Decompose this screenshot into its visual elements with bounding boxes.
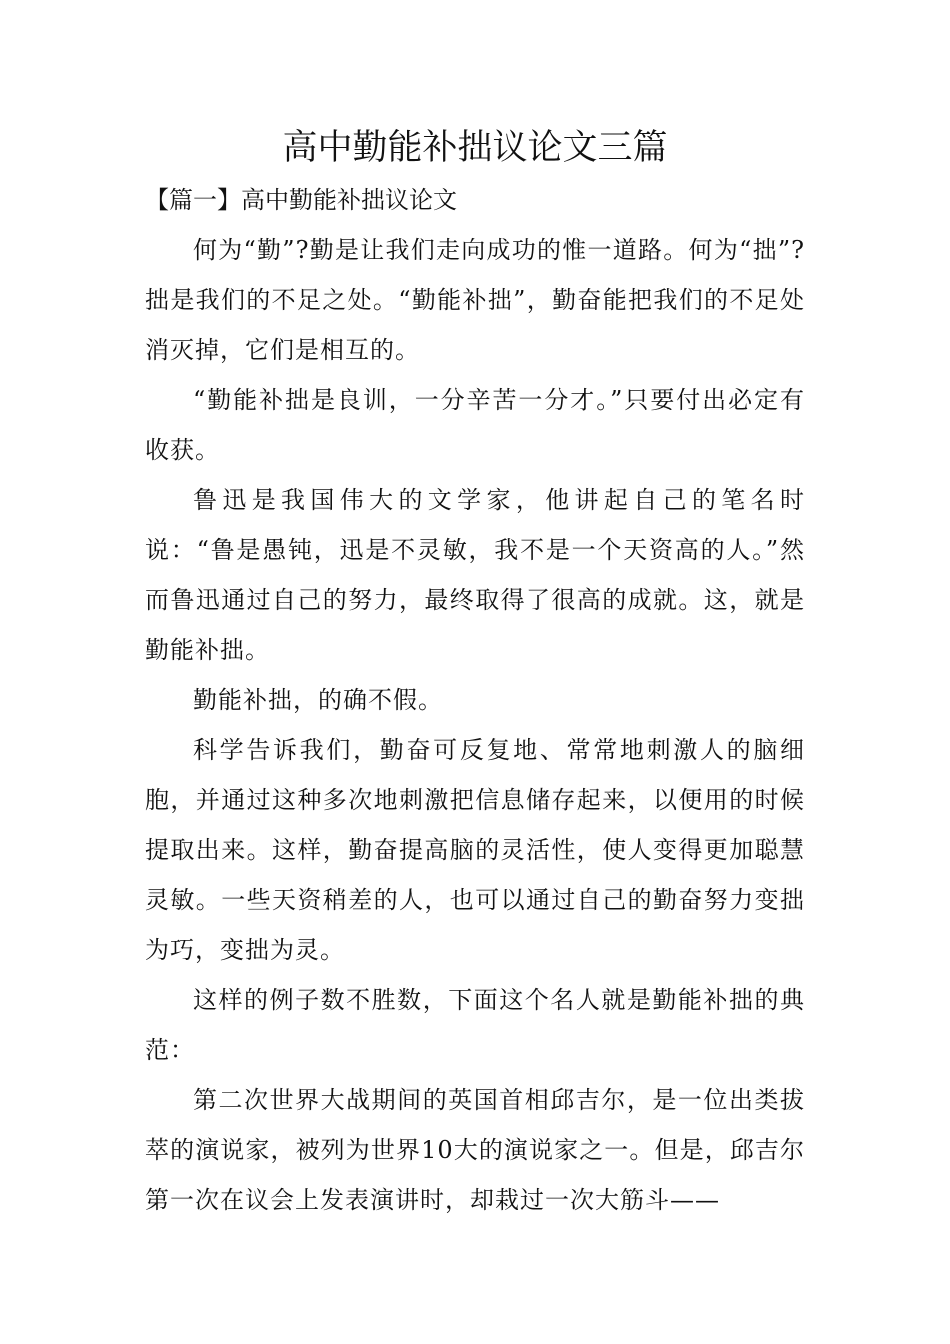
- paragraph-4: 勤能补拙，的确不假。: [193, 686, 443, 714]
- paragraph-5: 科学告诉我们，勤奋可反复地、常常地刺激人的脑细胞，并通过这种多次地刺激把信息储存起来，以便用的时候提取出来。这样，勤奋提高脑的灵活性，使人变得更加聪慧灵敏。一些天资稍差的人，也可以通过自己的勤奋努力变拙为巧，变拙为灵。: [145, 736, 805, 964]
- document-title: 高中勤能补拙议论文三篇: [282, 128, 668, 168]
- paragraph-2: “勤能补拙是良训，一分辛苦一分才。”只要付出必定有收获。: [145, 386, 805, 464]
- paragraph-6: 这样的例子数不胜数，下面这个名人就是勤能补拙的典范：: [145, 986, 805, 1064]
- paragraph-7: 第二次世界大战期间的英国首相邱吉尔，是一位出类拔萃的演说家，被列为世界10大的演说家之一。但是，邱吉尔第一次在议会上发表演讲时，却栽过一次大筋斗——: [145, 1086, 805, 1214]
- document-body: [145, 175, 805, 1225]
- paragraph-1: 何为“勤”?勤是让我们走向成功的惟一道路。何为“拙”?拙是我们的不足之处。“勤能补拙”，勤奋能把我们的不足处消灭掉，它们是相互的。: [145, 236, 805, 364]
- section-heading: 【篇一】高中勤能补拙议论文: [145, 186, 457, 214]
- paragraph-3: 鲁迅是我国伟大的文学家，他讲起自己的笔名时说：“鲁是愚钝，迅是不灵敏，我不是一个天资高的人。”然而鲁迅通过自己的努力，最终取得了很高的成就。这，就是勤能补拙。: [145, 486, 805, 664]
